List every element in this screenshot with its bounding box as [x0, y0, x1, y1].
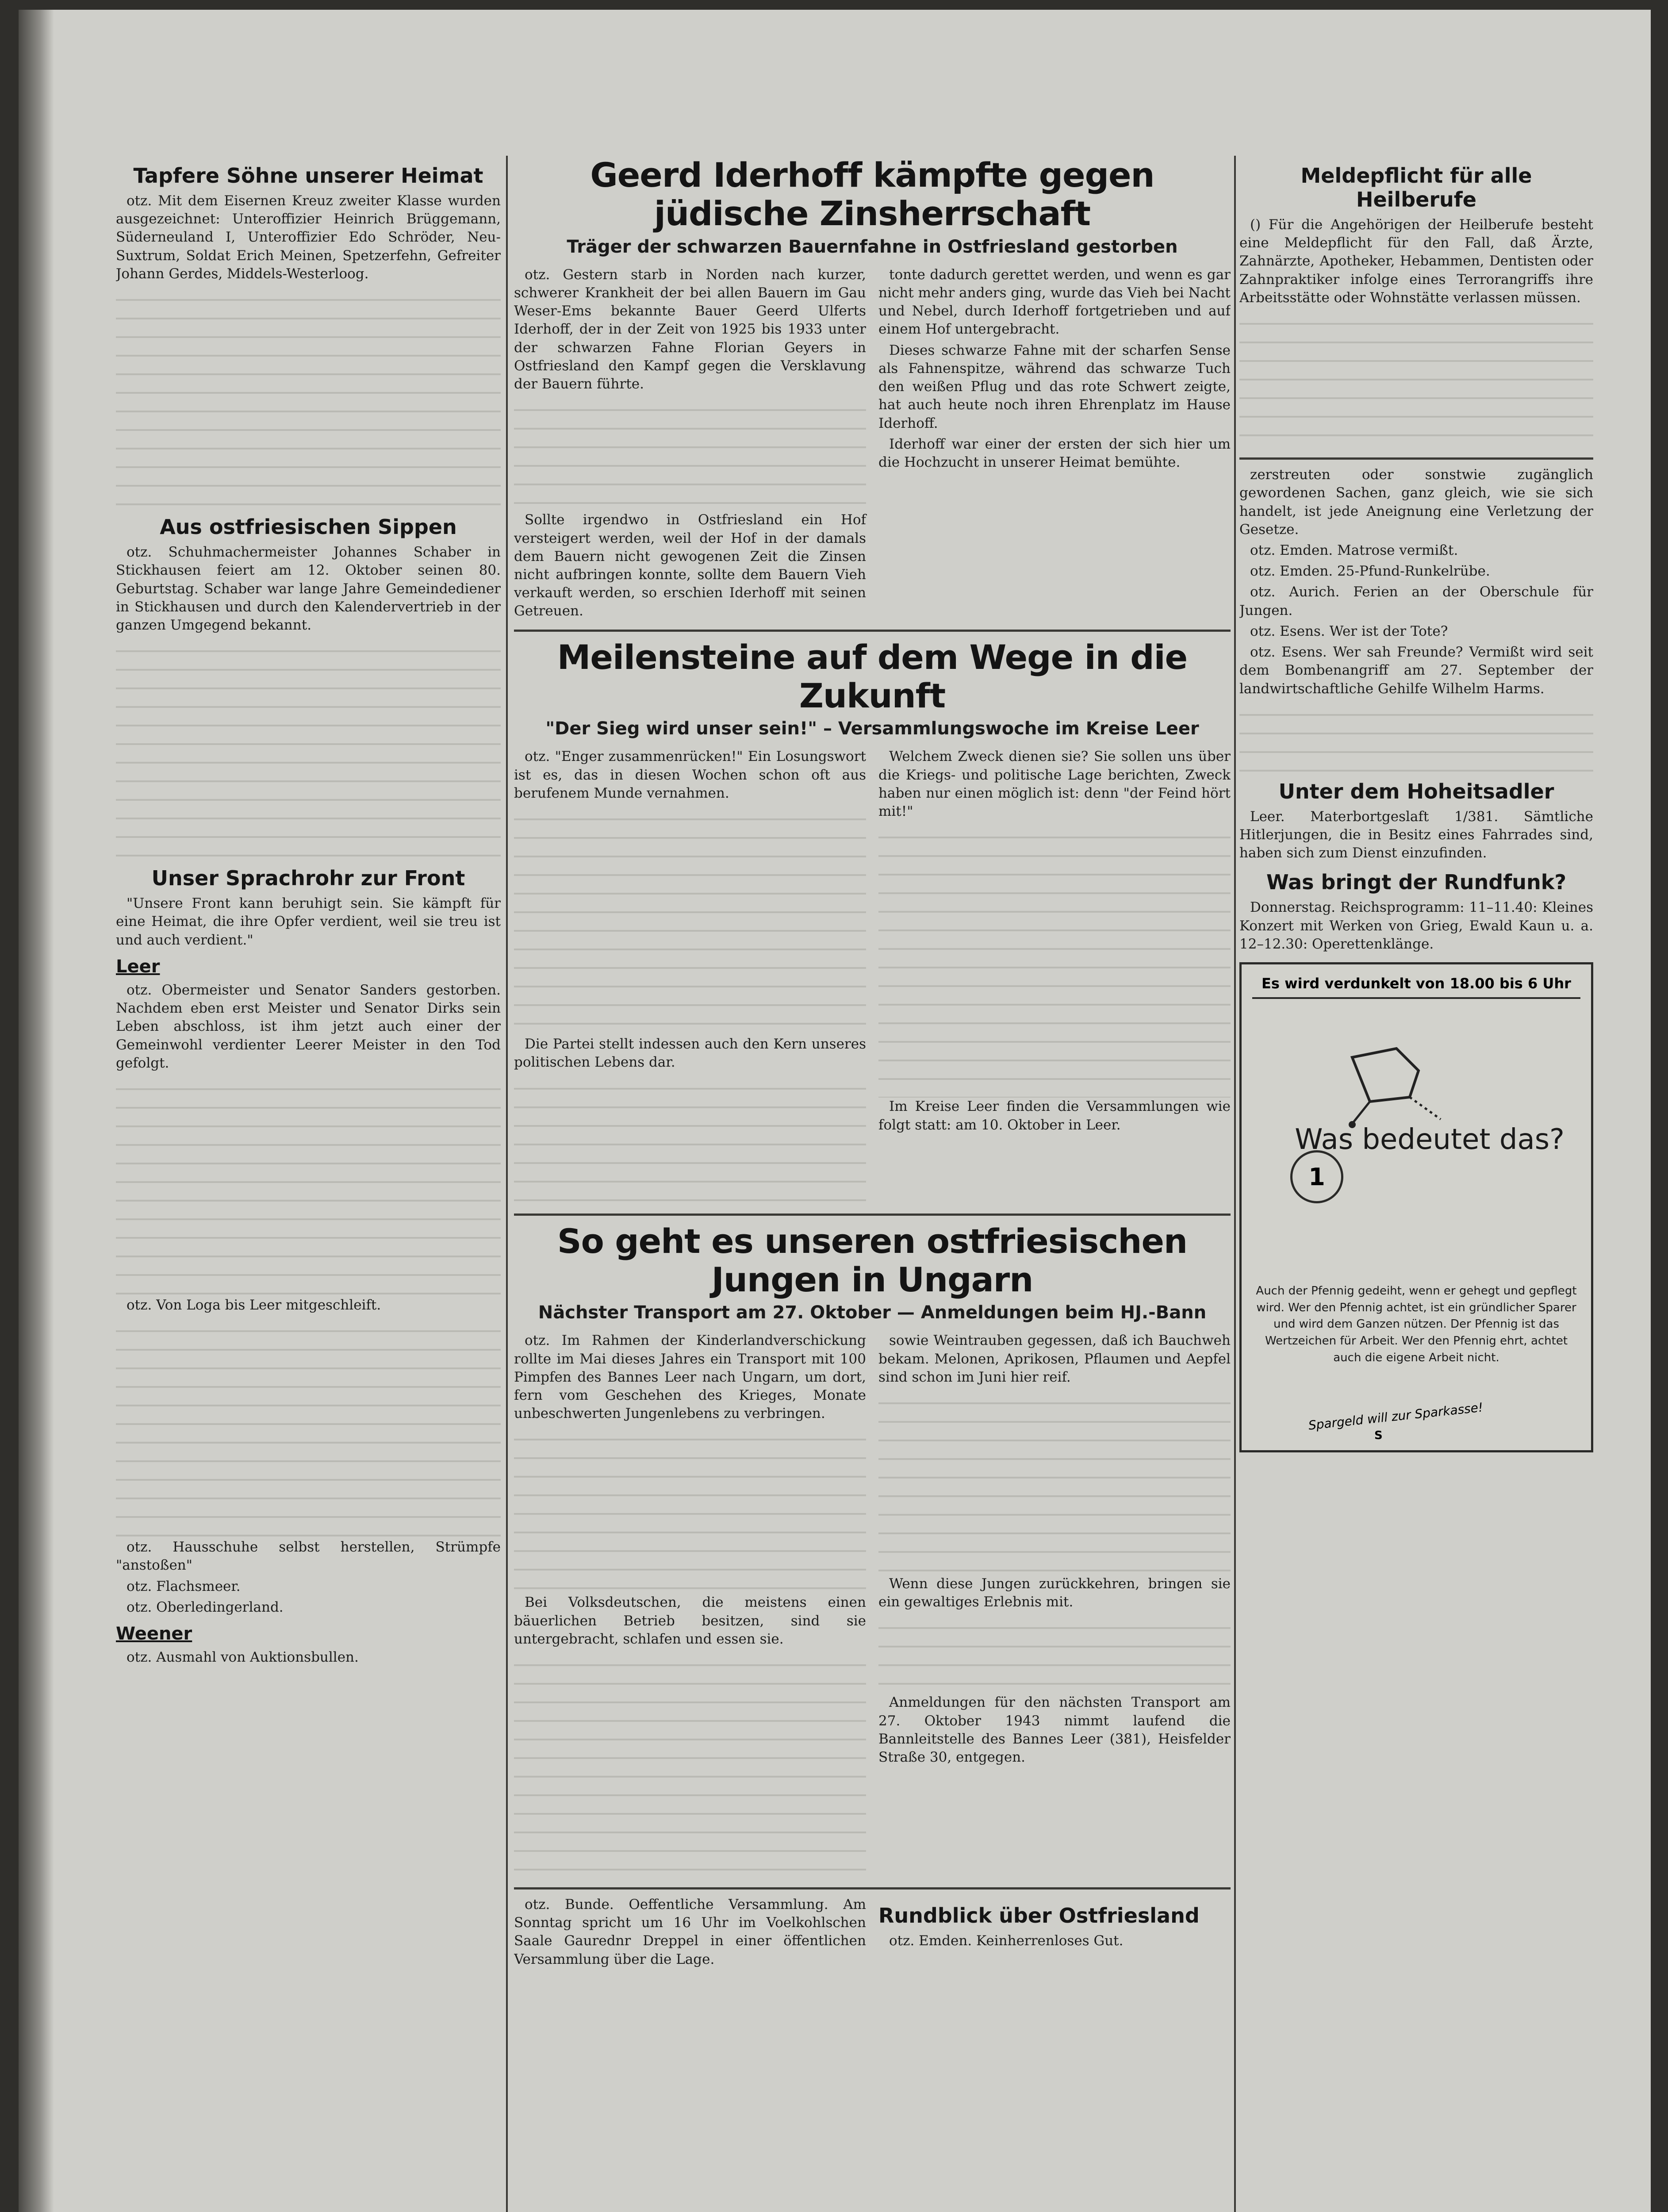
pfennig-coin-icon: 1 — [1290, 1150, 1343, 1203]
ad-slogan: Spargeld will zur Sparkasse! — [1308, 1400, 1484, 1433]
headline-sippen: Aus ostfriesischen Sippen — [160, 515, 457, 539]
sparkasse-advertisement — [1239, 962, 1593, 1452]
article-text: "Unsere Front kann beruhigt sein. Sie kämpft für eine Heimat, die ihre Opfer verdient, weil sie treu ist und auch verdient." — [116, 895, 501, 948]
article-text: otz. Ausmahl von Auktionsbullen. — [127, 1649, 359, 1666]
article-iderhoff — [514, 266, 1231, 623]
article-text: otz. Von Loga bis Leer mitgeschleift. — [127, 1297, 381, 1313]
section-rule — [514, 630, 1231, 632]
column-main — [514, 156, 1231, 2212]
article-text: otz. Im Rahmen der Kinderlandverschickung rollte im Mai dieses Jahres ein Transport mit 100 Pimpfen des Bannes Leer nach Ungarn, um dort, fern vom Geschehen des Krieges, Monate unbeschwerten Jungenlebens zu verbringen. — [514, 1333, 866, 1422]
column-left — [116, 156, 501, 2212]
text-block — [514, 1425, 866, 1594]
article-text: otz. Bunde. Oeffentliche Versammlung. Am Sonntag spricht um 16 Uhr im Voelkohlschen Saale Gaurednr Dreppel in einer öffentlichen Versammlung über die Lage. — [514, 1897, 866, 1967]
article-text: otz. Gestern starb in Norden nach kurzer, schwerer Krankheit der bei allen Bauern im Gau Weser-Ems bekannte Bauer Geerd Ulferts Iderhoff, der in der Zeit von 1925 bis 1933 unter der schwarzen Fahne Florian Geyers in Ostfriesland den Kampf gegen die Versklavung der Bauern führte. — [514, 266, 866, 392]
article-text: Wenn diese Jungen zurückkehren, bringen sie ein gewaltiges Erlebnis mit. — [878, 1575, 1231, 1610]
article-meilensteine — [514, 748, 1231, 1207]
article-text: otz. Schuhmachermeister Johannes Schaber in Stickhausen feiert am 12. Oktober seinen 80. Geburtstag. Schaber war lange Jahre Gemeindediener in Stickhausen und durch den Kalendervertrieb in der ganzen Umgegend bekannt. — [116, 544, 501, 633]
kicker-ungarn: Nächster Transport am 27. Oktober — Anmeldungen beim HJ.-Bann — [538, 1302, 1207, 1323]
article-text: sowie Weintrauben gegessen, daß ich Bauchweh bekam. Melonen, Aprikosen, Pflaumen und Aepfel sind schon im Juni hier reif. — [878, 1333, 1231, 1385]
text-block — [878, 1614, 1231, 1694]
article-text: tonte dadurch gerettet werden, und wenn es gar nicht mehr anders ging, wurde das Vieh bei Nacht und Nebel, durch Iderhoff fortgetrieben und auf einem Hof untergebracht. — [878, 266, 1231, 338]
article-text: otz. Obermeister und Senator Sanders gestorben. Nachdem eben erst Meister und Senator Dirks sein Leben abschloss, ist ihm jetzt auch einer der Gemeinwohl verdienter Leerer Meister in den Tod gefolgt. — [116, 982, 501, 1071]
headline-rundblick: Rundblick über Ostfriesland — [878, 1904, 1200, 1928]
article-text: otz. Hausschuhe selbst herstellen, Strümpfe "anstoßen" — [116, 1539, 501, 1574]
text-block — [514, 396, 866, 511]
article-text: otz. Oberledingerland. — [127, 1599, 284, 1615]
article-text: Im Kreise Leer finden die Versammlungen wie folgt statt: am 10. Oktober in Leer. — [878, 1098, 1231, 1133]
section-rule — [1239, 457, 1593, 460]
article-text: otz. Esens. Wer ist der Tote? — [1250, 623, 1448, 639]
article-text: otz. Emden. 25-Pfund-Runkelrübe. — [1250, 563, 1490, 580]
article-text: Iderhoff war einer der ersten der sich hier um die Hochzucht in unserer Heimat bemühte. — [878, 436, 1231, 470]
article-text: otz. Emden. Keinherrenloses Gut. — [889, 1933, 1124, 1949]
text-block — [116, 637, 501, 858]
watering-can-icon — [1343, 1031, 1449, 1128]
article-text: otz. Mit dem Eisernen Kreuz zweiter Klasse wurden ausgezeichnet: Unteroffizier Heinrich Brüggemann, Süderneuland I, Unteroffizier Edo Schröder, Neu-Suxtrum, Soldat Erich Meinen, Spetzerfehn, Gefreiter Johann Gerdes, Middels-Westerloog. — [116, 193, 501, 282]
headline-tapfere-soehne: Tapfere Söhne unserer Heimat — [133, 164, 483, 188]
ad-body-text: Auch der Pfennig gedeiht, wenn er gehegt und gepflegt wird. Wer den Pfennig achtet, ist ein gründlicher Sparer und wird dem Ganzen nützen. Der Pfennig ist das Wertzeichen für Arbeit. Wer den Pfennig ehrt, achtet auch die eigene Arbeit nicht. — [1256, 1284, 1577, 1364]
article-text: Donnerstag. Reichsprogramm: 11–11.40: Kleines Konzert mit Werken von Grieg, Ewald Kaun u. a. 12–12.30: Operettenklänge. — [1239, 899, 1593, 952]
section-rule — [514, 1887, 1231, 1889]
text-block — [514, 1651, 866, 1881]
article-ungarn — [514, 1332, 1231, 1881]
text-block — [1239, 310, 1593, 451]
text-block — [514, 1075, 866, 1207]
local-heading-weener: Weener — [116, 1624, 192, 1644]
section-rule — [514, 1214, 1231, 1216]
text-block — [116, 286, 501, 507]
article-text: Sollte irgendwo in Ostfriesland ein Hof versteigert werden, weil der Hof in der damals dem Bauern nicht gewogenen Zeit die Zinsen nicht aufbringen konnte, sollte dem Bauern Vieh verkauft werden, so erschien Iderhoff mit seinen Getreuen. — [514, 512, 866, 619]
article-text: Bei Volksdeutschen, die meistens einen bäuerlichen Betrieb besitzen, sind sie untergebracht, schlafen und essen sie. — [514, 1594, 866, 1647]
newspaper-page — [19, 10, 1651, 2212]
article-text: Leer. Materbortgeslaft 1/381. Sämtliche Hitlerjungen, die in Besitz eines Fahrrades sind, haben sich zum Dienst einzufinden. — [1239, 808, 1593, 861]
blackout-notice: Es wird verdunkelt von 18.00 bis 6 Uhr — [1252, 975, 1580, 999]
headline-iderhoff: Geerd Iderhoff kämpfte gegen jüdische Zinsherrschaft — [590, 156, 1154, 234]
sparkasse-logo-icon: S — [1374, 1429, 1383, 1443]
text-block — [878, 1389, 1231, 1575]
column-right — [1239, 156, 1593, 2212]
article-text: otz. Flachsmeer. — [127, 1578, 241, 1594]
article-rundblick — [514, 1896, 1231, 1971]
text-block — [878, 823, 1231, 1098]
article-text: zerstreuten oder sonstwie zugänglich gewordenen Sachen, ganz gleich, wie sie sich handelt, ist jede Aneignung eine Verletzung der Gesetze. — [1239, 467, 1593, 538]
article-text: () Für die Angehörigen der Heilberufe besteht eine Meldepflicht für den Fall, daß Ärzte, Zahnärzte, Apotheker, Hebammen, Dentisten oder Zahnpraktiker infolge eines Terrorangriffs ihre Arbeitsstätte oder Wohnstätte verlassen müssen. — [1239, 217, 1593, 306]
article-text: Welchem Zweck dienen sie? Sie sollen uns über die Kriegs- und politische Lage berichten, Zweck haben nur einen möglich ist: denn "der Feind hört mit!" — [878, 749, 1231, 820]
article-text: otz. Emden. Matrose vermißt. — [1250, 542, 1458, 558]
article-text: otz. Aurich. Ferien an der Oberschule für Jungen. — [1239, 584, 1593, 618]
headline-ungarn: So geht es unseren ostfriesischen Jungen in Ungarn — [557, 1221, 1188, 1299]
column-rule — [1234, 156, 1236, 2212]
local-heading-leer: Leer — [116, 956, 160, 977]
headline-meldepflicht: Meldepflicht für alle Heilberufe — [1300, 164, 1532, 211]
headline-hoheitsadler: Unter dem Hoheitsadler — [1278, 779, 1554, 803]
text-block — [116, 1075, 501, 1296]
page-binding-shadow — [19, 10, 54, 2212]
article-text: otz. "Enger zusammenrücken!" Ein Losungswort ist es, das in diesen Wochen schon oft aus berufenem Munde vernahmen. — [514, 749, 866, 801]
article-text: Anmeldungen für den nächsten Transport am 27. Oktober 1943 nimmt laufend die Bannleitstelle des Bannes Leer (381), Heisfelder Straße 30, entgegen. — [878, 1694, 1231, 1766]
kicker-iderhoff: Träger der schwarzen Bauernfahne in Ostfriesland gestorben — [567, 236, 1178, 257]
text-block — [116, 1317, 501, 1538]
text-block — [1239, 701, 1593, 772]
headline-sprachrohr: Unser Sprachrohr zur Front — [151, 866, 465, 891]
text-block — [514, 805, 866, 1035]
column-rule — [506, 156, 508, 2212]
article-text: Dieses schwarze Fahne mit der scharfen Sense als Fahnenspitze, während das schwarze Tuch den weißen Pflug und das rote Schwert zeigte, hat auch heute noch ihren Ehrenplatz im Hause Iderhoff. — [878, 342, 1231, 431]
headline-rundfunk: Was bringt der Rundfunk? — [1266, 870, 1567, 895]
article-text: Die Partei stellt indessen auch den Kern unseres politischen Lebens dar. — [514, 1036, 866, 1071]
kicker-meilensteine: "Der Sieg wird unser sein!" – Versammlungswoche im Kreise Leer — [545, 718, 1199, 739]
article-text: otz. Esens. Wer sah Freunde? Vermißt wird seit dem Bombenangriff am 27. September der landwirtschaftliche Gehilfe Wilhelm Harms. — [1239, 644, 1593, 697]
ad-question: Was bedeutet das? — [1295, 1123, 1564, 1156]
headline-meilensteine: Meilensteine auf dem Wege in die Zukunft — [557, 637, 1188, 716]
